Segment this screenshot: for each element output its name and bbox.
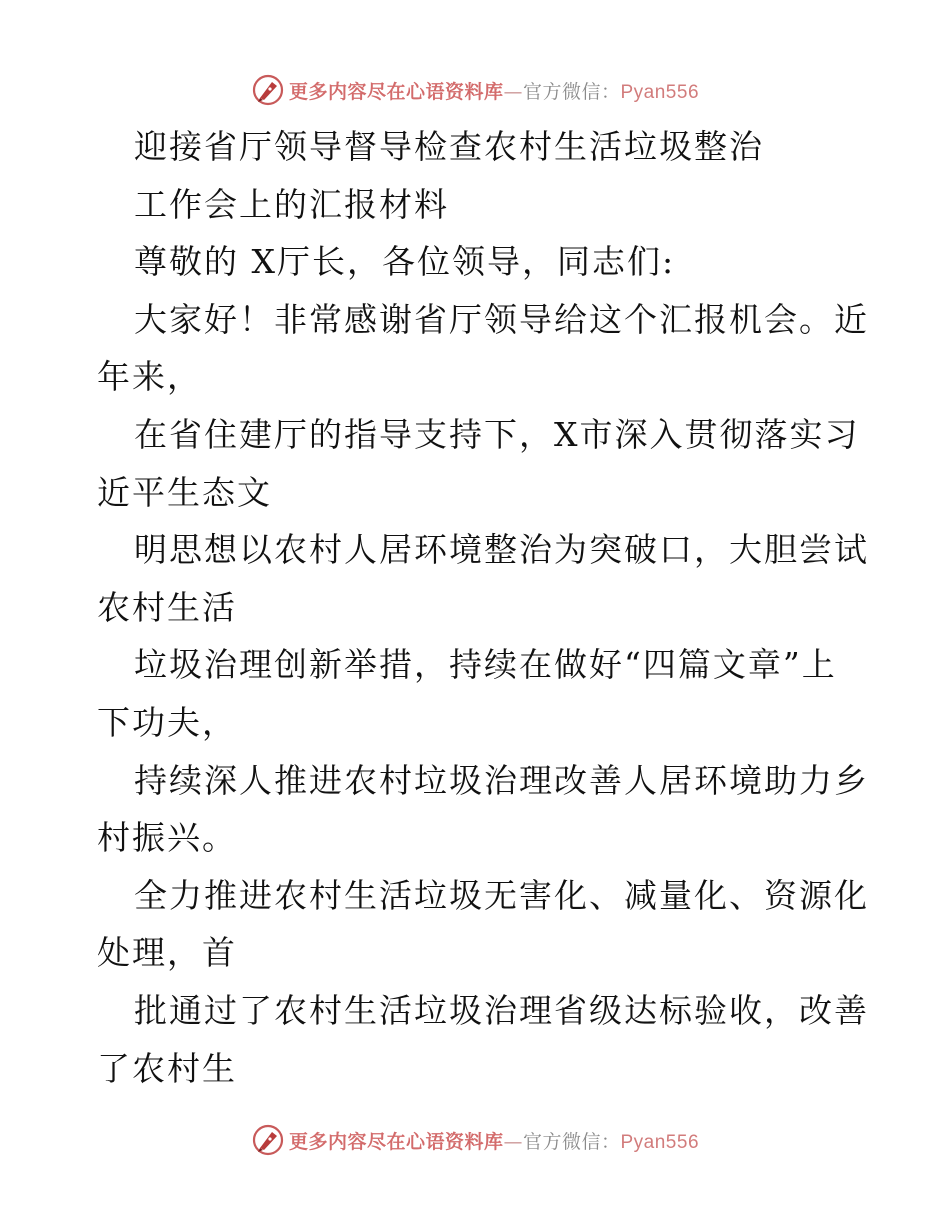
- header-banner: [0, 70, 950, 110]
- footer-account: Pyan556: [620, 1131, 700, 1153]
- document-line: 垃圾治理创新举措，持续在做好“四篇文章”上: [134, 645, 837, 685]
- footer-site-text: 更多内容尽在心语资料库: [288, 1130, 504, 1153]
- document-line: 年来，: [97, 357, 202, 397]
- document-line: 持续深人推进农村垃圾治理改善人居环境助力乡: [134, 760, 869, 800]
- document-body: [97, 118, 869, 1097]
- document-line-title-1: 迎接省厅领导督导检查农村生活垃圾整治: [134, 127, 764, 166]
- footer-banner-text: [289, 1127, 699, 1154]
- header-banner-text: [289, 77, 699, 104]
- footer-banner: [0, 1120, 950, 1160]
- document-line-title-2: 工作会上的汇报材料: [134, 184, 449, 224]
- document-line: 了农村生: [97, 1048, 237, 1088]
- header-account: Pyan556: [620, 81, 700, 103]
- footer-separator: —: [503, 1130, 523, 1153]
- pen-nib-logo-icon: [251, 73, 285, 107]
- document-line: 处理，首: [97, 933, 237, 973]
- document-line: 下功夫，: [97, 702, 237, 742]
- header-wechat-label: 官方微信：: [522, 80, 621, 103]
- header-site-text: 更多内容尽在心语资料库: [288, 80, 504, 103]
- document-line-salutation: 尊敬的 X厅长，各位领导，同志们:: [134, 242, 676, 282]
- document-line: 村振兴。: [97, 818, 237, 858]
- pen-nib-logo-icon: [251, 1123, 285, 1157]
- document-line: 近平生态文: [97, 472, 272, 512]
- document-line: 大家好！非常感谢省厅领导给这个汇报机会。近: [134, 299, 869, 339]
- document-line: 全力推进农村生活垃圾无害化、减量化、资源化: [134, 875, 869, 915]
- document-line: 批通过了农村生活垃圾治理省级达标验收，改善: [134, 990, 869, 1030]
- footer-wechat-label: 官方微信：: [522, 1130, 621, 1153]
- header-separator: —: [503, 80, 523, 103]
- document-line: 农村生活: [97, 587, 237, 627]
- document-line: 明思想以农村人居环境整治为突破口，大胆尝试: [134, 530, 869, 570]
- document-line: 在省住建厅的指导支持下，X市深入贯彻落实习: [134, 414, 860, 454]
